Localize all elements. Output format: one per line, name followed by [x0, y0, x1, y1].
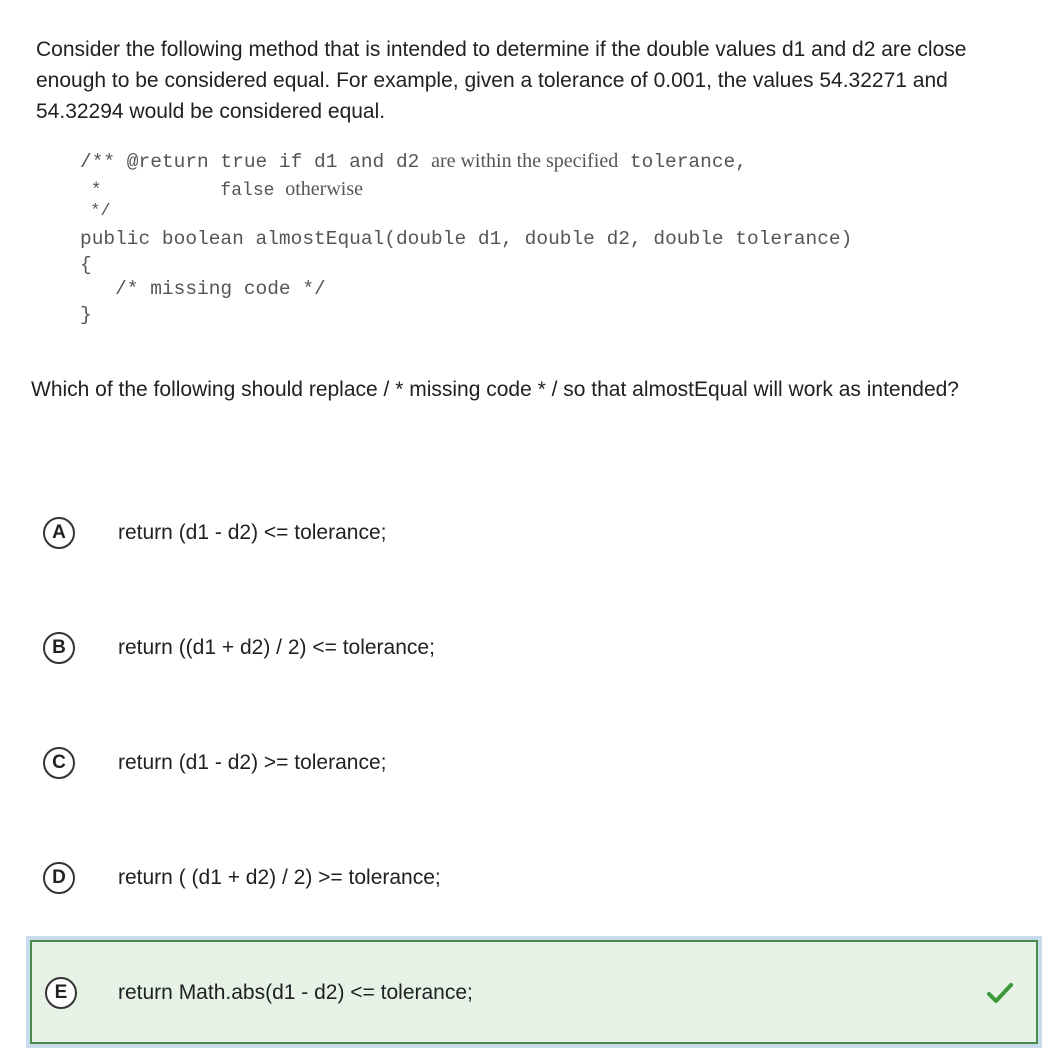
code-line-3: */	[80, 202, 111, 221]
option-a[interactable]	[24, 476, 1044, 592]
option-letter-badge: D	[43, 862, 75, 894]
option-text: return (d1 - d2) <= tolerance;	[118, 521, 387, 544]
option-letter-badge: C	[43, 747, 75, 779]
code-line-7: }	[80, 304, 92, 326]
code-line-6: /* missing code */	[80, 278, 326, 300]
option-text: return (d1 - d2) >= tolerance;	[118, 751, 387, 774]
option-d[interactable]	[24, 821, 1044, 937]
option-letter-badge: E	[45, 977, 77, 1009]
code-line-5: {	[80, 254, 92, 276]
option-letter-badge: A	[43, 517, 75, 549]
code-line-1	[80, 150, 747, 173]
code-line-1-part-c: tolerance,	[618, 151, 747, 173]
question-prompt: Which of the following should replace / * missing code * / so that almostEqual will work as intended?	[31, 378, 959, 401]
code-line-4: public boolean almostEqual(double d1, double d2, double tolerance)	[80, 228, 853, 250]
code-line-2-part-a: * false	[80, 181, 286, 201]
option-e[interactable]	[30, 940, 1038, 1044]
option-text: return Math.abs(d1 - d2) <= tolerance;	[118, 981, 473, 1004]
checkmark-icon	[986, 979, 1014, 1007]
question-intro: Consider the following method that is intended to determine if the double values d1 and d2 are close enough to be considered equal. For example, given a tolerance of 0.001, the values 54.32271 and 54.32294 would be considered equal.	[36, 38, 967, 123]
option-c[interactable]	[24, 706, 1044, 822]
option-b[interactable]	[24, 591, 1044, 707]
code-line-1-part-a: /** @return true if d1 and d2	[80, 151, 432, 173]
option-text: return ( (d1 + d2) / 2) >= tolerance;	[118, 866, 441, 889]
code-block	[80, 150, 1040, 340]
code-line-2	[80, 178, 363, 201]
code-line-1-part-b: are within the specified	[431, 150, 619, 172]
option-text: return ((d1 + d2) / 2) <= tolerance;	[118, 636, 435, 659]
code-line-2-part-b: otherwise	[285, 178, 363, 200]
option-letter-badge: B	[43, 632, 75, 664]
